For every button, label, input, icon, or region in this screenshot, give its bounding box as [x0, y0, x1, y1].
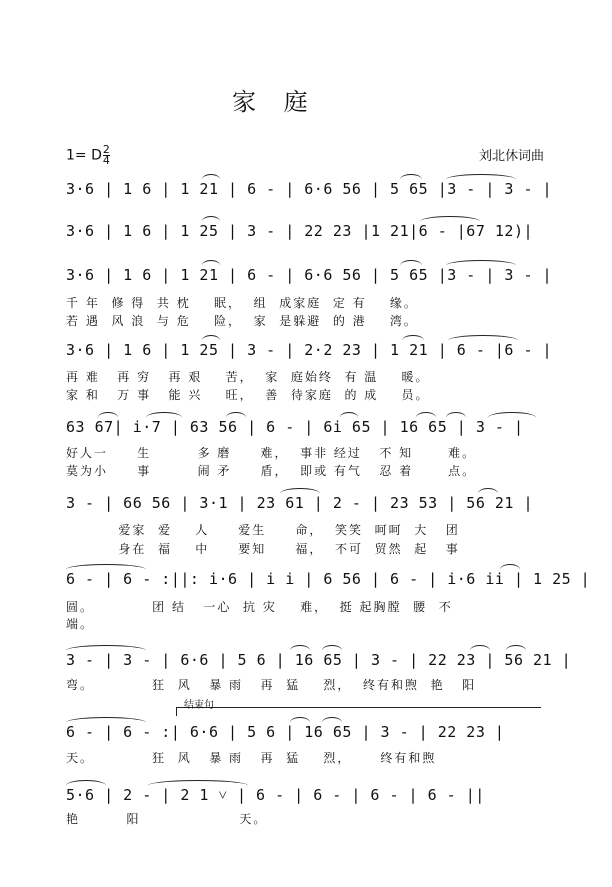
slur-mark	[322, 717, 342, 728]
music-line: 6 - | 6 - :||: i·6 | i i | 6 56 | 6 - | i·6 ii | 1 25 |	[66, 570, 591, 588]
lyric-line: 再 难 再 穷 再 艰 苦， 家 庭始终 有 温 暖。	[66, 370, 430, 384]
music-line: 3·6 | 1 6 | 1 21 | 6 - | 6·6 56 | 5 65 |3 - | 3 - |	[66, 180, 553, 198]
slur-mark	[400, 260, 422, 271]
lyric-line: 好人一 生 多 磨 难， 事非 经过 不 知 难。	[66, 446, 477, 460]
slur-mark	[478, 488, 498, 499]
song-title: 家 庭	[232, 88, 318, 116]
lyric-line: 千 年 修 得 共 枕 眠， 组 成家庭 定 有 缘。	[66, 296, 418, 310]
music-line: 63 67| i·7 | 63 56 | 6 - | 6i 65 | 16 65 | 3 - |	[66, 418, 524, 436]
music-line: 3·6 | 1 6 | 1 25 | 3 - | 2·2 23 | 1 21 | 6 - |6 - |	[66, 341, 553, 359]
slur-mark	[340, 412, 358, 423]
lyric-line: 莫为小 事 闹 矛 盾， 即或 有气 忍 着 点。	[66, 464, 477, 478]
lyric-line: 天。 狂 风 暴 雨 再 猛 烈， 终有和煦	[66, 751, 437, 765]
tie-mark	[488, 412, 536, 423]
slur-mark	[400, 174, 422, 185]
lyric-line: 端。	[66, 617, 95, 631]
tie-mark	[148, 780, 248, 791]
slur-mark	[202, 174, 220, 185]
slur-mark	[322, 645, 342, 656]
tie-mark	[446, 260, 516, 271]
slur-mark	[506, 645, 526, 656]
music-line: 3·6 | 1 6 | 1 25 | 3 - | 22 23 |1 21|6 - |67 12)|	[66, 222, 534, 240]
slur-mark	[202, 216, 220, 227]
key-prefix: 1= D	[66, 147, 102, 164]
tie-mark	[420, 216, 480, 227]
tie-mark	[66, 564, 146, 575]
music-line: 6 - | 6 - :| 6·6 | 5 6 | 16 65 | 3 - | 22 23 |	[66, 723, 505, 741]
slur-mark	[98, 412, 118, 423]
music-line: 5·6 | 2 - | 2 1 ˅ | 6 - | 6 - | 6 - | 6 - ||	[66, 786, 485, 804]
lyric-line: 圆。 团 结 一心 抗 灾 难， 挺 起胸膛 腰 不	[66, 600, 453, 614]
slur-mark	[470, 645, 490, 656]
key-signature	[66, 145, 110, 166]
ending-label: 结束句	[184, 700, 214, 711]
music-line: 3·6 | 1 6 | 1 21 | 6 - | 6·6 56 | 5 65 |3 - | 3 - |	[66, 266, 553, 284]
slur-mark	[146, 412, 182, 423]
lyric-line: 身在 福 中 要知 福， 不可 贸然 起 事	[66, 542, 460, 556]
lyric-line: 若 遇 风 浪 与 危 险， 家 是躲避 的 港 湾。	[66, 314, 418, 328]
slur-mark	[290, 645, 310, 656]
time-signature	[103, 145, 110, 166]
tie-mark	[446, 174, 516, 185]
tie-mark	[66, 717, 146, 728]
slur-mark	[500, 564, 520, 575]
music-line: 3 - | 3 - | 6·6 | 5 6 | 16 65 | 3 - | 22 23 | 56 21 |	[66, 651, 572, 669]
time-bottom: 4	[102, 154, 110, 167]
slur-mark	[446, 412, 466, 423]
lyric-line: 弯。 狂 风 暴 雨 再 猛 烈， 终有和煦 艳 阳	[66, 678, 477, 692]
slur-mark	[402, 335, 424, 346]
lyric-line: 家 和 万 事 能 兴 旺， 善 待家庭 的 成 员。	[66, 388, 430, 402]
composer-credit: 刘北休词曲	[478, 149, 544, 164]
lyric-line: 艳 阳 天。	[66, 812, 268, 826]
slur-mark	[290, 717, 310, 728]
slur-mark	[416, 412, 436, 423]
slur-mark	[66, 780, 106, 791]
slur-mark	[202, 335, 220, 346]
music-line: 3 - | 66 56 | 3·1 | 23 61 | 2 - | 23 53 | 56 21 |	[66, 494, 534, 512]
slur-mark	[202, 260, 220, 271]
ending-bracket	[176, 707, 541, 716]
tie-mark	[448, 335, 518, 346]
time-top: 2	[102, 143, 110, 156]
lyric-line: 爱家 爱 人 爱生 命， 笑笑 呵呵 大 团	[66, 523, 460, 537]
tie-mark	[280, 488, 320, 499]
tie-mark	[66, 645, 146, 656]
slur-mark	[226, 412, 246, 423]
